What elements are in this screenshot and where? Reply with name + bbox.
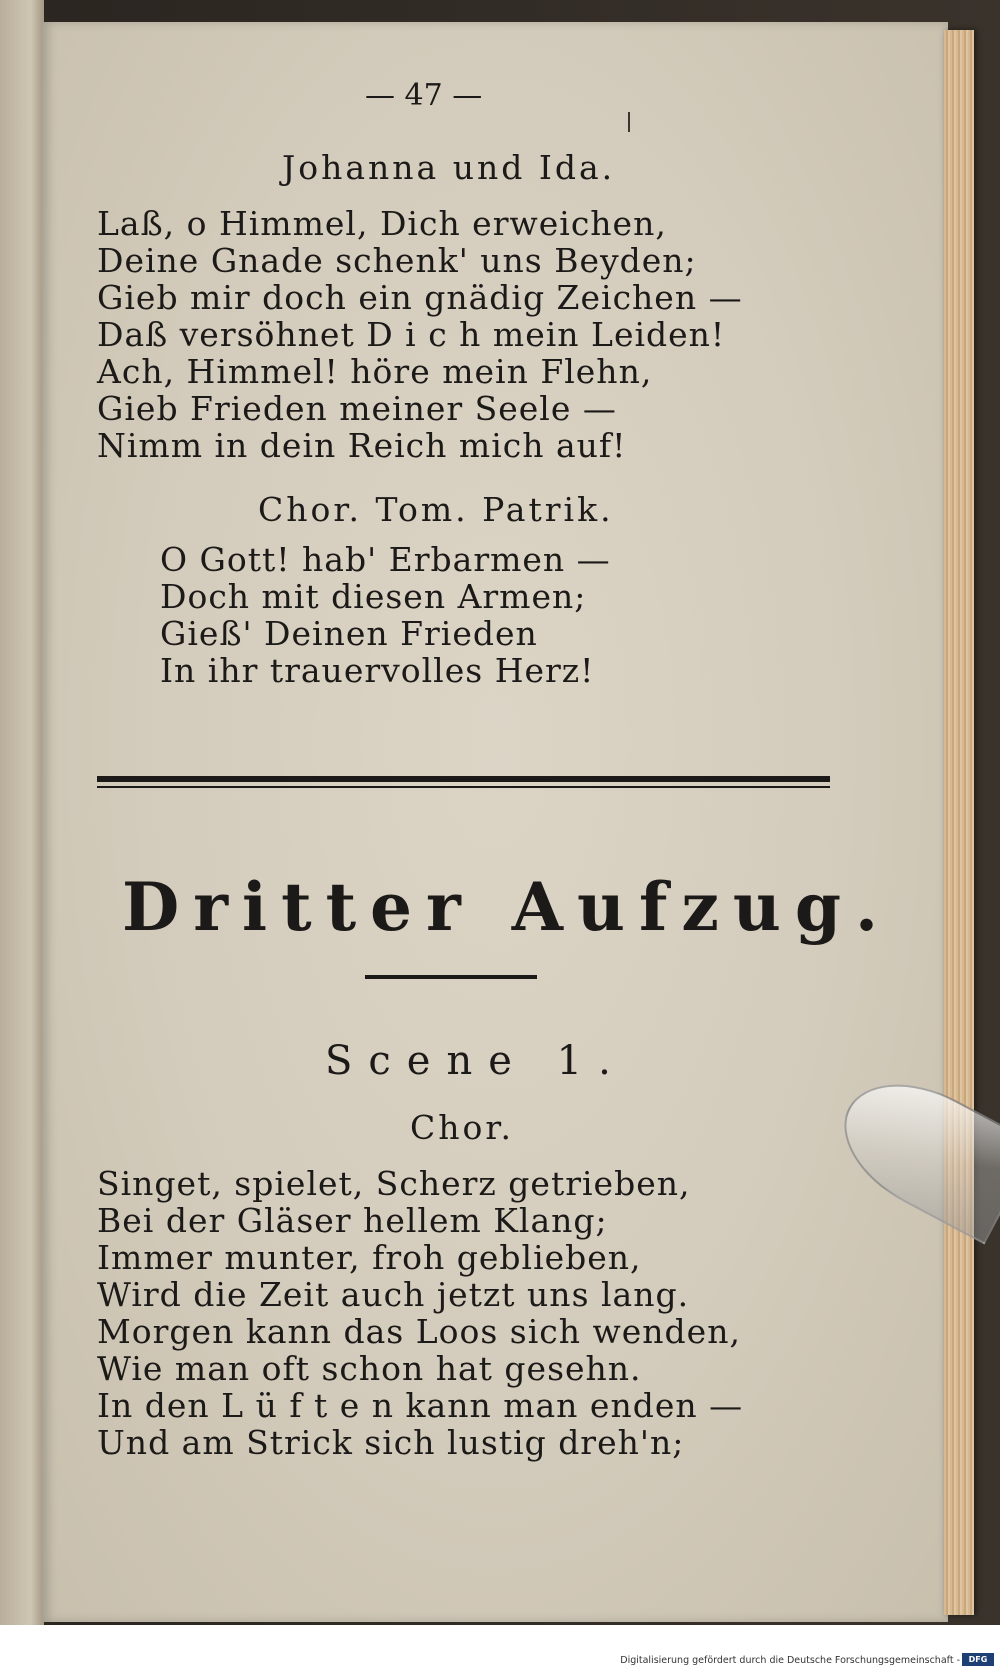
verse-line: In den L ü f t e n kann man enden — <box>97 1386 744 1425</box>
section-divider-thin <box>97 786 830 788</box>
verse-line: Wie man oft schon hat gesehn. <box>97 1349 642 1388</box>
verse-line: Gieb Frieden meiner Seele — <box>97 389 617 428</box>
section-divider <box>97 776 830 782</box>
act-title: Dritter Aufzug. <box>122 868 892 946</box>
verse-line: O Gott! hab' Erbarmen — <box>160 540 611 579</box>
left-page-edge <box>0 0 44 1625</box>
verse-line: Bei der Gläser hellem Klang; <box>97 1201 608 1240</box>
verse-line: In ihr trauervolles Herz! <box>160 651 595 690</box>
verse-line: Laß, o Himmel, Dich erweichen, <box>97 204 667 243</box>
act-title-underline <box>365 975 537 979</box>
verse-line: Gieß' Deinen Frieden <box>160 614 538 653</box>
verse-line: Gieb mir doch ein gnädig Zeichen — <box>97 278 743 317</box>
verse-line: Daß versöhnet D i c h mein Leiden! <box>97 315 726 354</box>
dfg-logo: DFG <box>962 1653 994 1666</box>
speaker-heading: Chor. Tom. Patrik. <box>258 490 614 529</box>
verse-line: Deine Gnade schenk' uns Beyden; <box>97 241 697 280</box>
verse-line: Morgen kann das Loos sich wenden, <box>97 1312 741 1351</box>
verse-line: Singet, spielet, Scherz getrieben, <box>97 1164 691 1203</box>
ink-mark <box>628 112 630 132</box>
page-number: — 47 — <box>365 78 483 113</box>
verse-line: Wird die Zeit auch jetzt uns lang. <box>97 1275 690 1314</box>
speaker-heading: Chor. <box>410 1108 515 1147</box>
funding-credit: Digitalisierung gefördert durch die Deutsche Forschungsgemeinschaft - <box>620 1655 960 1666</box>
verse-line: Und am Strick sich lustig dreh'n; <box>97 1423 685 1462</box>
page-stack-edge <box>944 30 974 1615</box>
verse-line: Nimm in dein Reich mich auf! <box>97 426 627 465</box>
verse-line: Immer munter, froh geblieben, <box>97 1238 642 1277</box>
speaker-heading: Johanna und Ida. <box>282 148 616 187</box>
scene-title: Scene 1. <box>325 1038 627 1084</box>
verse-line: Ach, Himmel! höre mein Flehn, <box>97 352 653 391</box>
verse-line: Doch mit diesen Armen; <box>160 577 587 616</box>
